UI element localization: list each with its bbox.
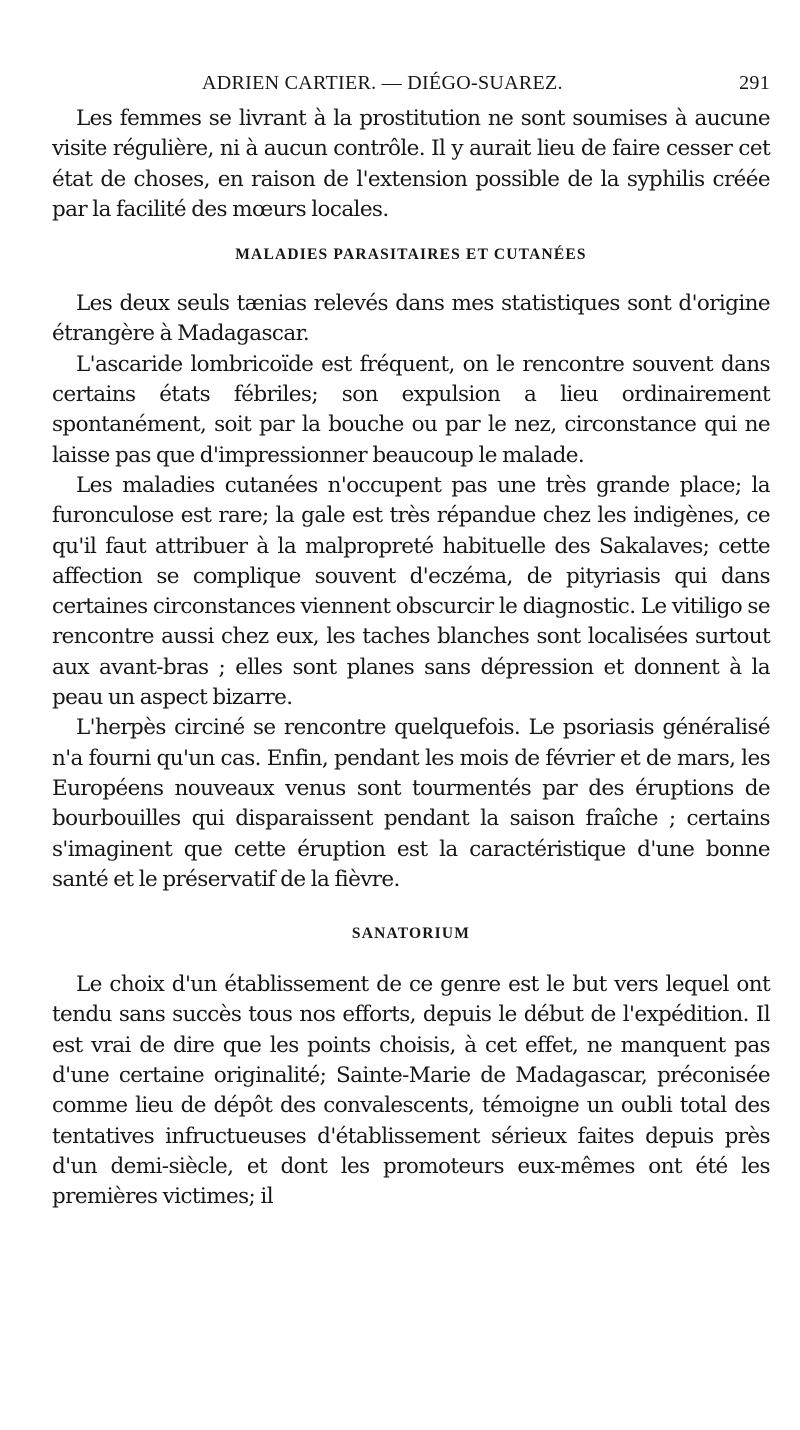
section-heading-sanatorium: SANATORIUM: [351, 925, 471, 943]
paragraph-sanatorium: Le choix d'un établissement de ce genre est le but vers lequel ont tendu sans succès tous nos efforts, depuis le début de l'expédition. Il est vrai de dire que les points choisis, à cet effet, ne manquent pas d'une certaine originalité; Sainte-Marie de Madagascar, préconisée comme lieu de dépôt des convalescents, témoigne un oubli total des tentatives infructueuses d'établissement sérieux faites depuis près d'un demi-siècle, et dont les promoteurs eux-mêmes ont été les premières victimes; il: [52, 972, 770, 1210]
page-number: 291: [739, 72, 770, 94]
running-head: [52, 72, 770, 104]
running-title: ADRIEN CARTIER. — DIÉGO-SUAREZ.: [202, 72, 563, 94]
paragraph-ascaride: L'ascaride lombricoïde est fréquent, on le rencontre souvent dans certains états fébriles; son expulsion a lieu ordinairement spontanément, soit par la bouche ou par le nez, circonstance qui ne laisse pas que d'impressionner beaucoup le malade.: [52, 351, 770, 468]
document-page: [52, 72, 770, 1213]
paragraph-herpes: L'herpès circiné se rencontre quelquefois. Le psoriasis généralisé n'a fourni qu'un cas. Enfin, pendant les mois de février et de mars, les Européens nouveaux venus sont tourmentés par des éruptions de bourbouilles qui disparaissent pendant la saison fraîche ; certains s'imaginent que cette éruption est la caractéristique d'une bonne santé et le préservatif de la fièvre.: [52, 715, 770, 892]
paragraph-taenias: Les deux seuls tænias relevés dans mes statistiques sont d'origine étrangère à Madagascar.: [52, 291, 770, 347]
paragraph-maladies-cutanees: Les maladies cutanées n'occupent pas une très grande place; la furonculose est rare; la gale est très répandue chez les indigènes, ce qu'il faut attribuer à la malpropreté habituelle des Sakalaves; cette affection se complique souvent d'eczéma, de pityriasis qui dans certaines circonstances viennent obscurcir le diagnostic. Le vitiligo se rencontre aussi chez eux, les taches blanches sont localisées surtout aux avant-bras ; elles sont planes sans dépression et donnent à la peau un aspect bizarre.: [52, 472, 770, 711]
paragraph-prostitution: Les femmes se livrant à la prostitution ne sont soumises à aucune visite régulière, ni à aucun contrôle. Il y aurait lieu de faire cesser cet état de choses, en raison de l'extension possible de la syphilis créée par la facilité des mœurs locales.: [52, 106, 770, 222]
section-heading-maladies: MALADIES PARASITAIRES ET CUTANÉES: [235, 246, 587, 264]
